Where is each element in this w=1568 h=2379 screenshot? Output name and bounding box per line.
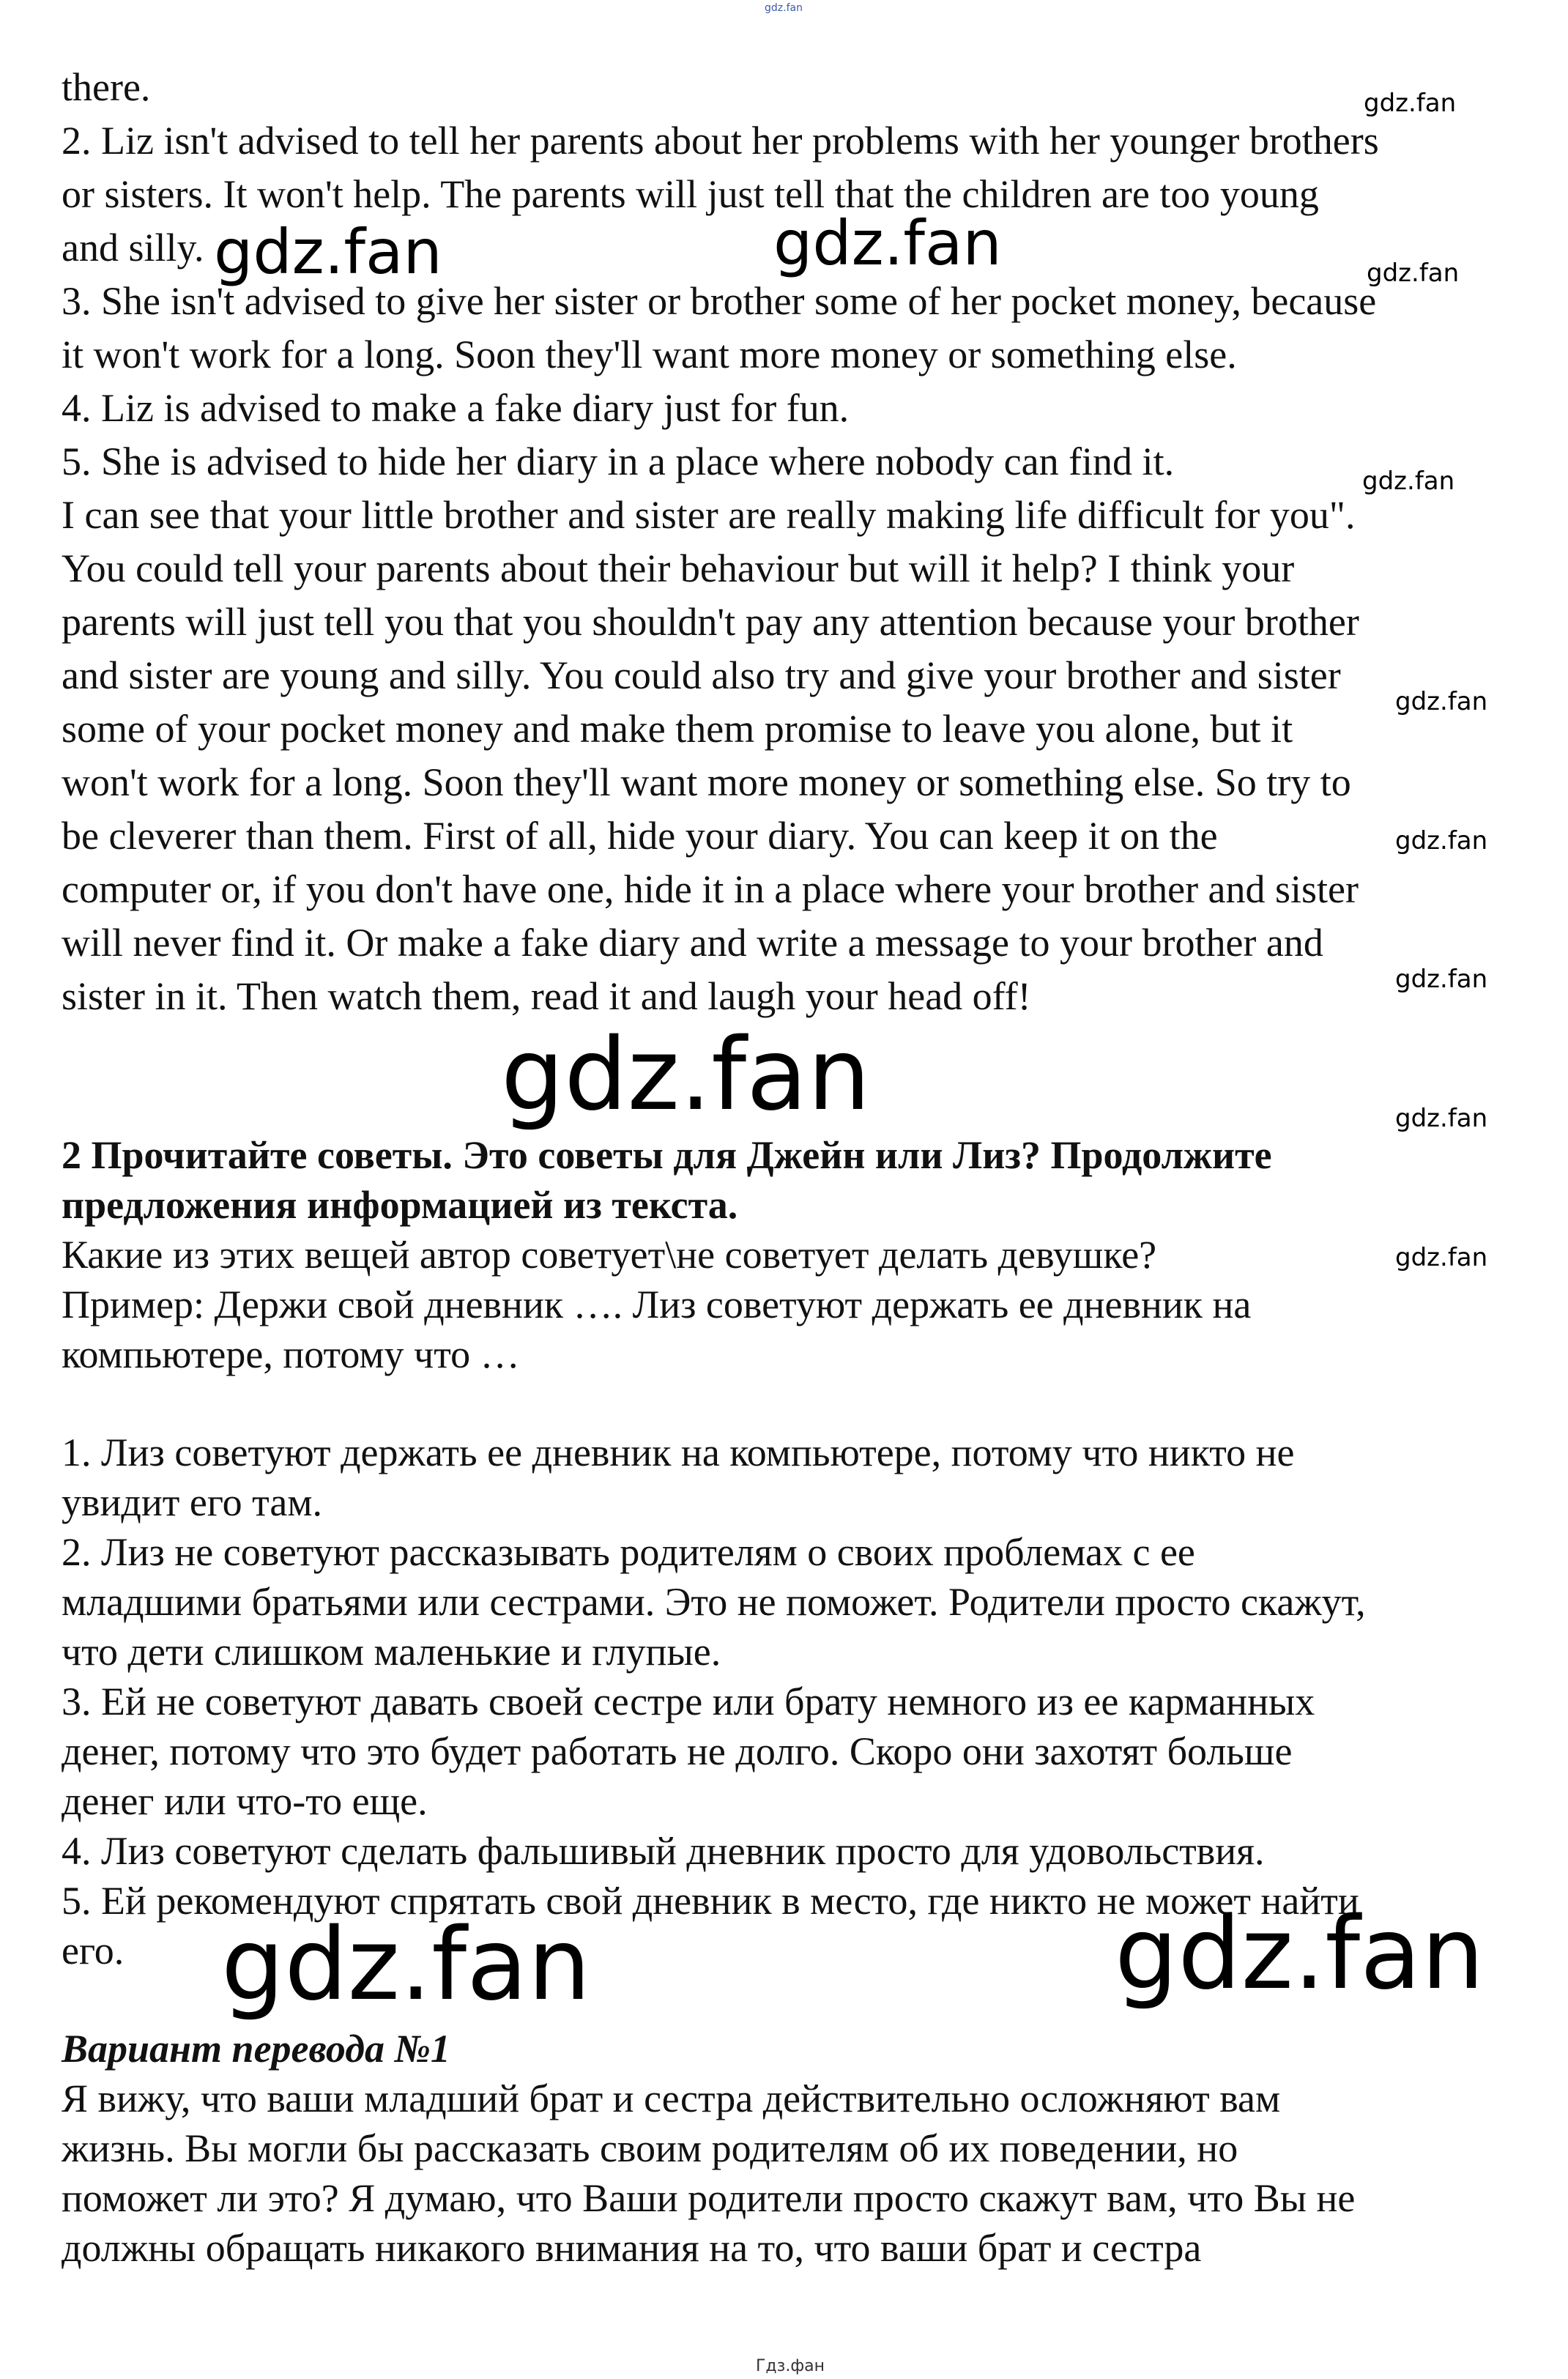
- text-line: and silly.: [62, 226, 204, 270]
- text-line: computer or, if you don't have one, hide it in a place where your brother and sister: [62, 867, 1359, 911]
- text-line: parents will just tell you that you shouldn't pay any attention because your brother: [62, 600, 1359, 644]
- answer-line: 5. Ей рекомендуют спрятать свой дневник в место, где никто не может найти: [62, 1879, 1359, 1923]
- watermark: gdz.fan: [1115, 1896, 1485, 2012]
- watermark: gdz.fan: [1395, 1104, 1488, 1133]
- watermark: gdz.fan: [1395, 687, 1488, 716]
- task-heading-line: 2 Прочитайте советы. Это советы для Джейн или Лиз? Продолжите: [62, 1133, 1272, 1177]
- translation-line: поможет ли это? Я думаю, что Ваши родители просто скажут вам, что Вы не: [62, 2176, 1356, 2220]
- answer-line: младшими братьями или сестрами. Это не поможет. Родители просто скажут,: [62, 1580, 1366, 1624]
- answer-line: 2. Лиз не советуют рассказывать родителям о своих проблемах с ее: [62, 1530, 1195, 1574]
- watermark: gdz.fan: [1395, 826, 1488, 856]
- answer-line: его.: [62, 1929, 125, 1972]
- footer-text: Гдз.фан: [756, 2357, 825, 2375]
- watermark: gdz.fan: [1367, 259, 1460, 288]
- task-line: компьютере, потому что …: [62, 1332, 520, 1376]
- answer-line: увидит его там.: [62, 1480, 323, 1524]
- text-line: You could tell your parents about their behaviour but will it help? I think your: [62, 546, 1295, 590]
- text-line: won't work for a long. Soon they'll want more money or something else. So try to: [62, 760, 1351, 804]
- watermark: gdz.fan: [773, 207, 1002, 279]
- watermark: gdz.fan: [1395, 1243, 1488, 1272]
- text-line: 4. Liz is advised to make a fake diary just for fun.: [62, 386, 850, 430]
- text-line: it won't work for a long. Soon they'll want more money or something else.: [62, 333, 1237, 376]
- task-line: Пример: Держи свой дневник …. Лиз советуют держать ее дневник на: [62, 1283, 1252, 1326]
- task-line: Какие из этих вещей автор советует\не советует делать девушке?: [62, 1233, 1157, 1277]
- answer-line: денег или что-то еще.: [62, 1779, 428, 1823]
- watermark: gdz.fan: [214, 216, 442, 288]
- watermark: gdz.fan: [221, 1907, 591, 2023]
- task-heading-line: предложения информацией из текста.: [62, 1183, 738, 1227]
- watermark: gdz.fan: [1395, 965, 1488, 994]
- text-line: sister in it. Then watch them, read it and laugh your head off!: [62, 974, 1031, 1018]
- text-line: there.: [62, 65, 151, 109]
- watermark: gdz.fan: [1364, 89, 1457, 118]
- translation-line: Я вижу, что ваши младший брат и сестра действительно осложняют вам: [62, 2076, 1281, 2120]
- watermark: gdz.fan: [501, 1017, 871, 1133]
- answer-line: денег, потому что это будет работать не долго. Скоро они захотят больше: [62, 1729, 1293, 1773]
- text-line: and sister are young and silly. You could also try and give your brother and sister: [62, 653, 1341, 697]
- text-line: or sisters. It won't help. The parents will just tell that the children are too young: [62, 172, 1319, 216]
- text-line: some of your pocket money and make them promise to leave you alone, but it: [62, 707, 1293, 751]
- translation-line: жизнь. Вы могли бы рассказать своим родителям об их поведении, но: [62, 2126, 1238, 2170]
- text-line: 2. Liz isn't advised to tell her parents about her problems with her younger brothers: [62, 119, 1379, 163]
- answer-line: 3. Ей не советуют давать своей сестре или брату немного из ее карманных: [62, 1680, 1315, 1723]
- answer-line: что дети слишком маленькие и глупые.: [62, 1630, 721, 1674]
- text-line: 5. She is advised to hide her diary in a place where nobody can find it.: [62, 439, 1175, 483]
- text-line: will never find it. Or make a fake diary and write a message to your brother and: [62, 921, 1323, 965]
- translation-title: Вариант перевода №1: [62, 2027, 450, 2071]
- text-line: be cleverer than them. First of all, hide your diary. You can keep it on the: [62, 814, 1218, 858]
- answer-line: 1. Лиз советуют держать ее дневник на компьютере, потому что никто не: [62, 1430, 1295, 1474]
- watermark: gdz.fan: [1362, 467, 1455, 496]
- text-line: 3. She isn't advised to give her sister or brother some of her pocket money, because: [62, 279, 1377, 323]
- answer-line: 4. Лиз советуют сделать фальшивый дневник просто для удовольствия.: [62, 1829, 1265, 1873]
- text-line: I can see that your little brother and sister are really making life difficult for you".: [62, 493, 1356, 537]
- header-watermark: gdz.fan: [765, 2, 803, 14]
- translation-line: должны обращать никакого внимания на то, что ваши брат и сестра: [62, 2226, 1202, 2270]
